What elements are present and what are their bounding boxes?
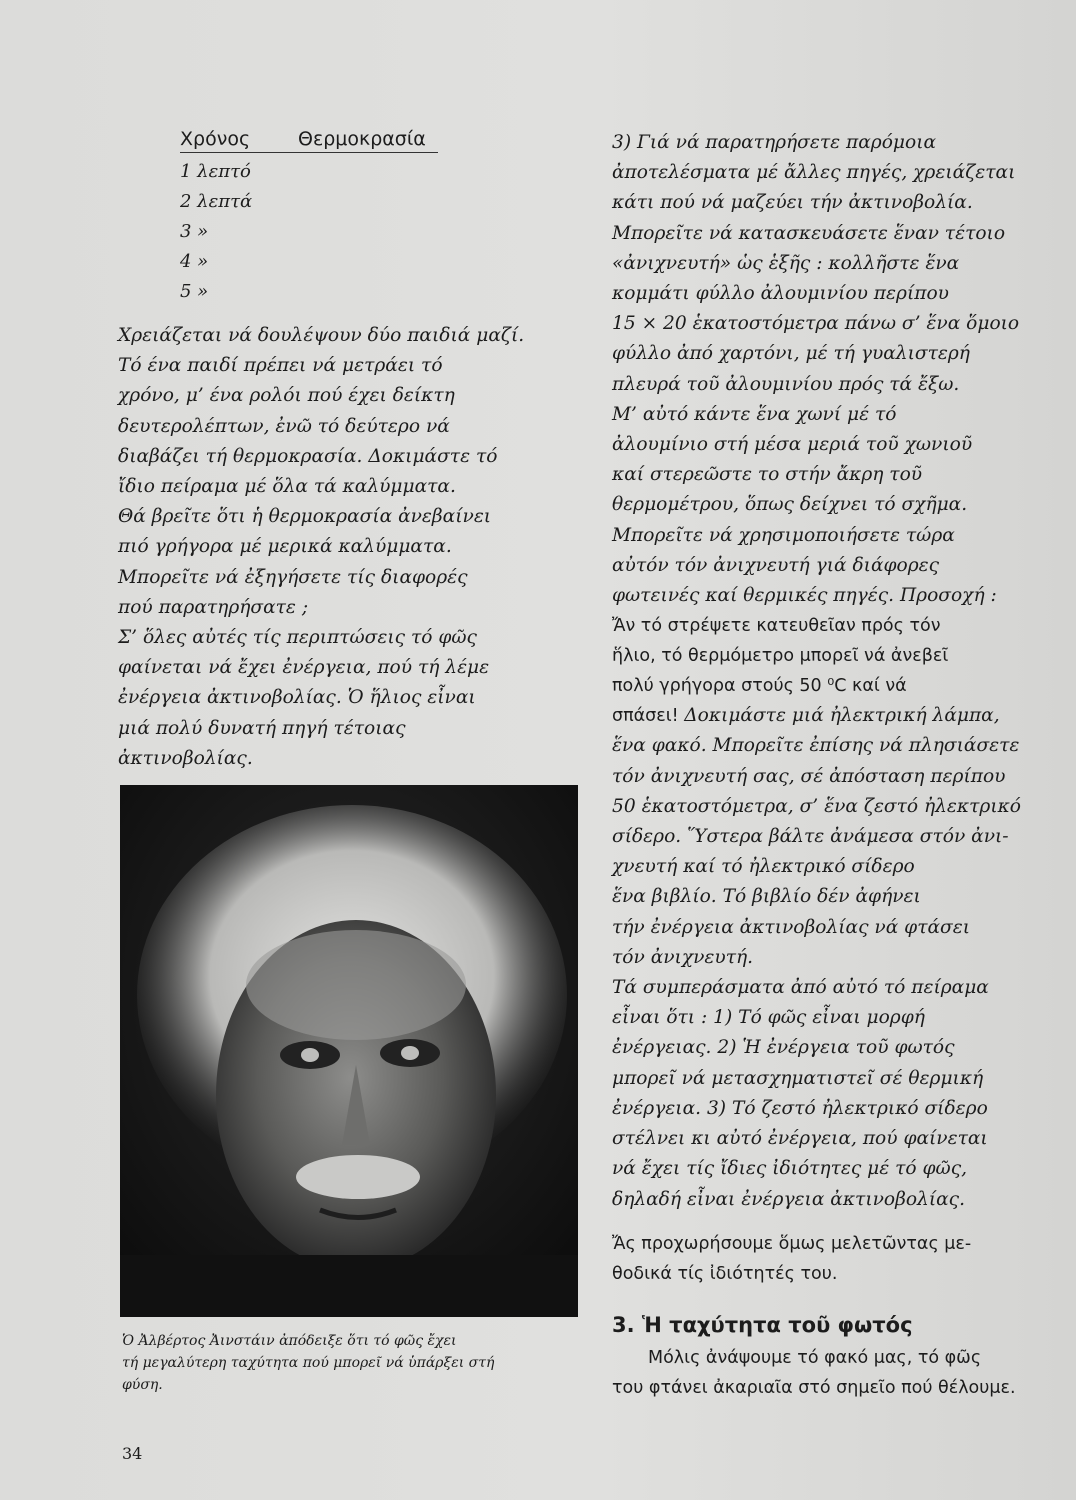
table-row: 4 » xyxy=(180,251,209,272)
text-line: στέλνει κι αὐτό ἐνέργεια, πού φαίνεται xyxy=(612,1128,988,1150)
measurement-table-header xyxy=(180,128,588,153)
text-line: ἐνέργεια ἀκτινοβολίας. Ὁ ἥλιος εἶναι xyxy=(118,687,476,709)
text-line: ἀλουμίνιο στή μέσα μεριά τοῦ χωνιοῦ xyxy=(612,434,973,456)
text-line: πιό γρήγορα μέ μερικά καλύμματα. xyxy=(118,536,452,558)
text-line: μιά πολύ δυνατή πηγή τέτοιας xyxy=(118,717,406,739)
left-paragraph xyxy=(118,321,588,774)
text-line: πολύ γρήγορα στούς 50 ⁰C καί νά xyxy=(612,676,907,697)
text-line: δηλαδή εἶναι ἐνέργεια ἀκτινοβολίας. xyxy=(612,1188,966,1210)
text-line: Χρειάζεται νά δουλέψουν δύο παιδιά μαζί. xyxy=(118,325,525,346)
right-paragraph-d xyxy=(612,1229,1067,1289)
text-line: διαβάζει τή θερμοκρασία. Δοκιμάστε τό xyxy=(118,445,498,467)
text-line: φωτεινές καί θερμικές πηγές. Προσοχή : xyxy=(612,585,997,607)
text-line: τόν ἀνιχνευτή σας, σέ ἀπόσταση περίπου xyxy=(612,765,1006,787)
warning-tail: Δοκιμάστε μιά ἠλεκτρική λάμπα, xyxy=(684,705,1000,727)
text-line: καί στερεῶστε το στήν ἄκρη τοῦ xyxy=(612,464,923,486)
right-column xyxy=(612,128,1067,1403)
text-line: Μπορεῖτε νά κατασκευάσετε ἕναν τέτοιο xyxy=(612,222,1006,244)
warning-end: σπάσει! xyxy=(612,706,679,727)
text-line: φαίνεται νά ἔχει ἐνέργεια, πού τή λέμε xyxy=(118,657,490,679)
text-line: θερμομέτρου, ὅπως δείχνει τό σχῆμα. xyxy=(612,494,968,516)
text-line: Ἄς προχωρήσουμε ὅμως μελετῶντας με- xyxy=(612,1233,972,1254)
text-line: αὐτόν τόν ἀνιχνευτή γιά διάφορες xyxy=(612,554,940,576)
caption-line: τή μεγαλύτερη ταχύτητα πού μπορεῖ νά ὑπάρξει στή xyxy=(122,1355,495,1371)
text-line: ἀκτινοβολίας. xyxy=(118,747,253,769)
text-line: Τά συμπεράσματα ἀπό αὐτό τό πείραμα xyxy=(612,977,989,999)
table-row: 1 λεπτό xyxy=(180,161,251,182)
table-row: 3 » xyxy=(180,221,209,242)
section-title: 3. Ἡ ταχύτητα τοῦ φωτός xyxy=(612,1312,913,1337)
text-line: Ἄν τό στρέψετε κατευθεῖαν πρός τόν xyxy=(612,616,941,637)
text-line: ἕνα βιβλίο. Τό βιβλίο δέν ἀφήνει xyxy=(612,886,921,908)
text-line: 15 × 20 ἑκατοστόμετρα πάνω σ’ ἕνα ὅμοιο xyxy=(612,313,1020,335)
text-line: τήν ἐνέργεια ἀκτινοβολίας νά φτάσει xyxy=(612,916,970,938)
text-line: «ἀνιχνευτή» ὡς ἑξῆς : κολλῆστε ἕνα xyxy=(612,252,960,274)
right-paragraph-e xyxy=(612,1343,1067,1403)
text-line: μπορεῖ νά μετασχηματιστεῖ σέ θερμική xyxy=(612,1067,984,1089)
text-line: Τό ένα παιδί πρέπει νά μετράει τό xyxy=(118,355,443,377)
text-line: Θά βρεῖτε ὅτι ἡ θερμοκρασία ἀνεβαίνει xyxy=(118,506,492,528)
text-line: ἐνέργεια. 3) Τό ζεστό ἠλεκτρικό σίδερο xyxy=(612,1097,988,1119)
text-line: του φτάνει ἀκαριαῖα στό σημεῖο πού θέλουμε. xyxy=(612,1377,1016,1398)
text-line: σίδερο. Ὕστερα βάλτε ἀνάμεσα στόν ἀνι- xyxy=(612,826,1009,848)
table-row: 2 λεπτά xyxy=(180,191,253,212)
text-line: 50 ἑκατοστόμετρα, σ’ ἕνα ζεστό ἠλεκτρικό xyxy=(612,795,1021,817)
header-time: Χρόνος xyxy=(180,128,298,153)
left-column xyxy=(118,128,588,774)
caption-line: φύση. xyxy=(122,1377,163,1393)
text-line: Μόλις ἀνάψουμε τό φακό μας, τό φῶς xyxy=(648,1347,982,1368)
einstein-portrait-photo xyxy=(120,785,578,1317)
text-line: Σ’ ὅλες αὐτές τίς περιπτώσεις τό φῶς xyxy=(118,627,477,649)
text-line: κομμάτι φύλλο ἀλουμινίου περίπου xyxy=(612,283,949,305)
text-line: νά ἔχει τίς ἴδιες ἰδιότητες μέ τό φῶς, xyxy=(612,1158,968,1180)
right-paragraph-a xyxy=(612,128,1067,611)
text-line: χνευτή καί τό ἠλεκτρικό σίδερο xyxy=(612,856,915,878)
measurement-table-rows xyxy=(180,157,588,307)
portrait-drawing xyxy=(120,785,578,1317)
text-line: τόν ἀνιχνευτή. xyxy=(612,946,754,968)
text-line: χρόνο, μ’ ένα ρολόι πού έχει δείκτη xyxy=(118,385,455,407)
warning-text xyxy=(612,611,1067,731)
photo-caption xyxy=(122,1330,582,1396)
text-line: ἕνα φακό. Μπορεῖτε ἐπίσης νά πλησιάσετε xyxy=(612,735,1020,757)
text-line: πού παρατηρήσατε ; xyxy=(118,596,309,618)
text-line: Μ’ αὐτό κάντε ἕνα χωνί μέ τό xyxy=(612,403,897,425)
text-line: πλευρά τοῦ ἀλουμινίου πρός τά ἔξω. xyxy=(612,373,960,395)
text-line: φύλλο ἀπό χαρτόνι, μέ τή γυαλιστερή xyxy=(612,343,970,365)
text-line xyxy=(612,701,1067,731)
text-line: ἥλιο, τό θερμόμετρο μπορεῖ νά ἀνεβεῖ xyxy=(612,646,949,667)
text-line: εἶναι ὅτι : 1) Τό φῶς εἶναι μορφή xyxy=(612,1007,925,1029)
text-line: ἐνέργειας. 2) Ἡ ἐνέργεια τοῦ φωτός xyxy=(612,1037,955,1059)
page-number: 34 xyxy=(122,1444,143,1463)
text-line: δευτερολέπτων, ἐνῶ τό δεύτερο νά xyxy=(118,415,450,437)
header-temperature: Θερμοκρασία xyxy=(298,128,438,153)
text-line: ἴδιο πείραμα μέ ὅλα τά καλύμματα. xyxy=(118,476,456,498)
caption-line: Ὁ Ἀλβέρτος Ἀινστάιν ἀπόδειξε ὅτι τό φῶς ἔχει xyxy=(122,1333,457,1349)
text-line: Μπορεῖτε νά ἐξηγήσετε τίς διαφορές xyxy=(118,566,468,588)
table-row: 5 » xyxy=(180,281,209,302)
right-paragraph-c xyxy=(612,731,1067,1214)
text-line: ἀποτελέσματα μέ ἄλλες πηγές, χρειάζεται xyxy=(612,162,1016,184)
text-line: 3) Γιά νά παρατηρήσετε παρόμοια xyxy=(612,132,937,153)
text-line: Μπορεῖτε νά χρησιμοποιήσετε τώρα xyxy=(612,524,955,546)
text-line: θοδικά τίς ἰδιότητές του. xyxy=(612,1263,838,1284)
text-line: κάτι πού νά μαζεύει τήν ἀκτινοβολία. xyxy=(612,192,973,214)
